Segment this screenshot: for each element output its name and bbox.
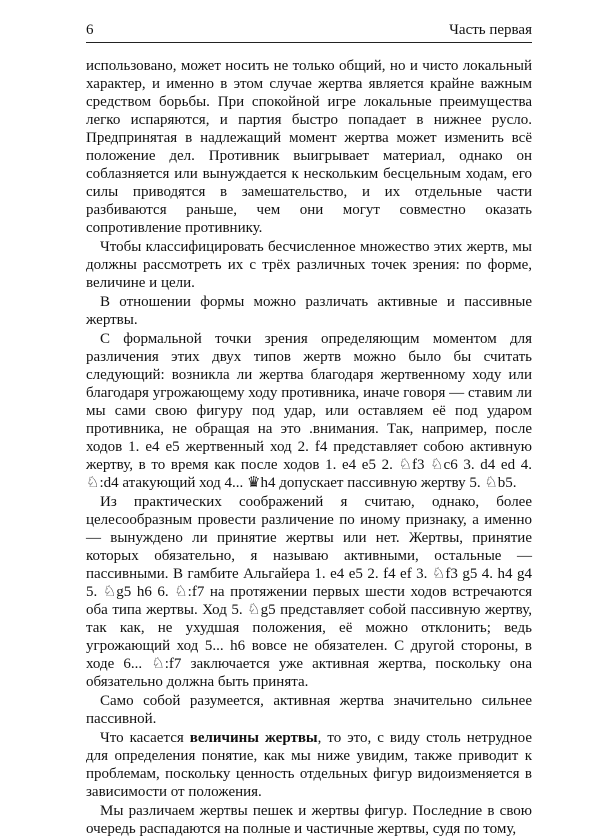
page-number: 6 [86,22,94,38]
running-head [86,20,532,43]
magnitude-text-before: Что касается [100,730,190,746]
paragraph-formal-view: С формальной точки зрения определяющим моментом для различения этих двух типов жертв можно было бы считать следующий: возникла ли жертва благодаря жертвенному ходу или благодаря угрожающему ходу противника, иначе говоря — ставим ли мы сами свою фигуру под удар, или оставляем её под ударом противника, не обращая на это .внимания. Так, например, после ходов 1. e4 e5 жертвенный ход 2. f4 представляет собою активную жертву, в то время как после ходов 1. e4 e5 2. ♘f3 ♘c6 3. d4 ed 4. ♘:d4 атакующий ход 4... ♛h4 допускает пассивную жертву 5. ♘b5. [86,331,532,491]
body-text [86,57,532,838]
magnitude-text-after: , то это, с виду столь нетрудное для определения понятие, как мы ниже увидим, также приводит к проблемам, поскольку ценность отдельных фигур видоизменяется в зависимости от положения. [86,730,532,800]
paragraph-classification: Чтобы классифицировать бесчисленное множество этих жертв, мы должны рассмотреть их с трёх различных точек зрения: по форме, величине и цели. [86,239,532,291]
paragraph-form: В отношении формы можно различать активные и пассивные жертвы. [86,294,532,328]
part-title: Часть первая [449,22,532,38]
book-page [86,20,532,837]
paragraph-magnitude [86,729,532,801]
magnitude-term: величины жертвы [189,730,318,746]
paragraph-pawns-pieces: Мы различаем жертвы пешек и жертвы фигур. Последние в свою очередь распадаются на полные и частичные жертвы, судя по тому, [86,803,532,837]
paragraph-practical-view: Из практических соображений я считаю, однако, более целесообразным провести различение по иному признаку, а именно — вынуждено ли принятие жертвы или нет. Жертвы, принятие которых обязательно, я называю активными, остальные — пассивными. В гамбите Альгайера 1. e4 e5 2. f4 ef 3. ♘f3 g5 4. h4 g4 5. ♘g5 h6 6. ♘:f7 на протяжении первых шести ходов встречаются оба типа жертвы. Ход 5. ♘g5 представляет собой пассивную жертву, так как, не ухудшая положения, её можно отклонить; ведь угрожающий ход 5... h6 вовсе не обязателен. С другой стороны, в ходе 6... ♘:f7 заключается уже активная жертва, поскольку она обязательно должна быть принята. [86,494,532,690]
paragraph-continued: использовано, может носить не только общий, но и чисто локальный характер, и именно в этом случае жертва является крайне важным средством борьбы. При спокойной игре локальные преимущества легко испаряются, и партия быстро попадает в нижнее русло. Предпринятая в надлежащий момент жертва может изменить всё положение дел. Противник выигрывает материал, однако он соблазняется или вынуждается к нескольким бесцельным ходам, его силы приводятся в замешательство, и их отдельные части разбиваются раньше, чем они могут совместно оказать сопротивление противнику. [86,58,532,236]
paragraph-active-stronger: Само собой разумеется, активная жертва значительно сильнее пассивной. [86,693,532,727]
